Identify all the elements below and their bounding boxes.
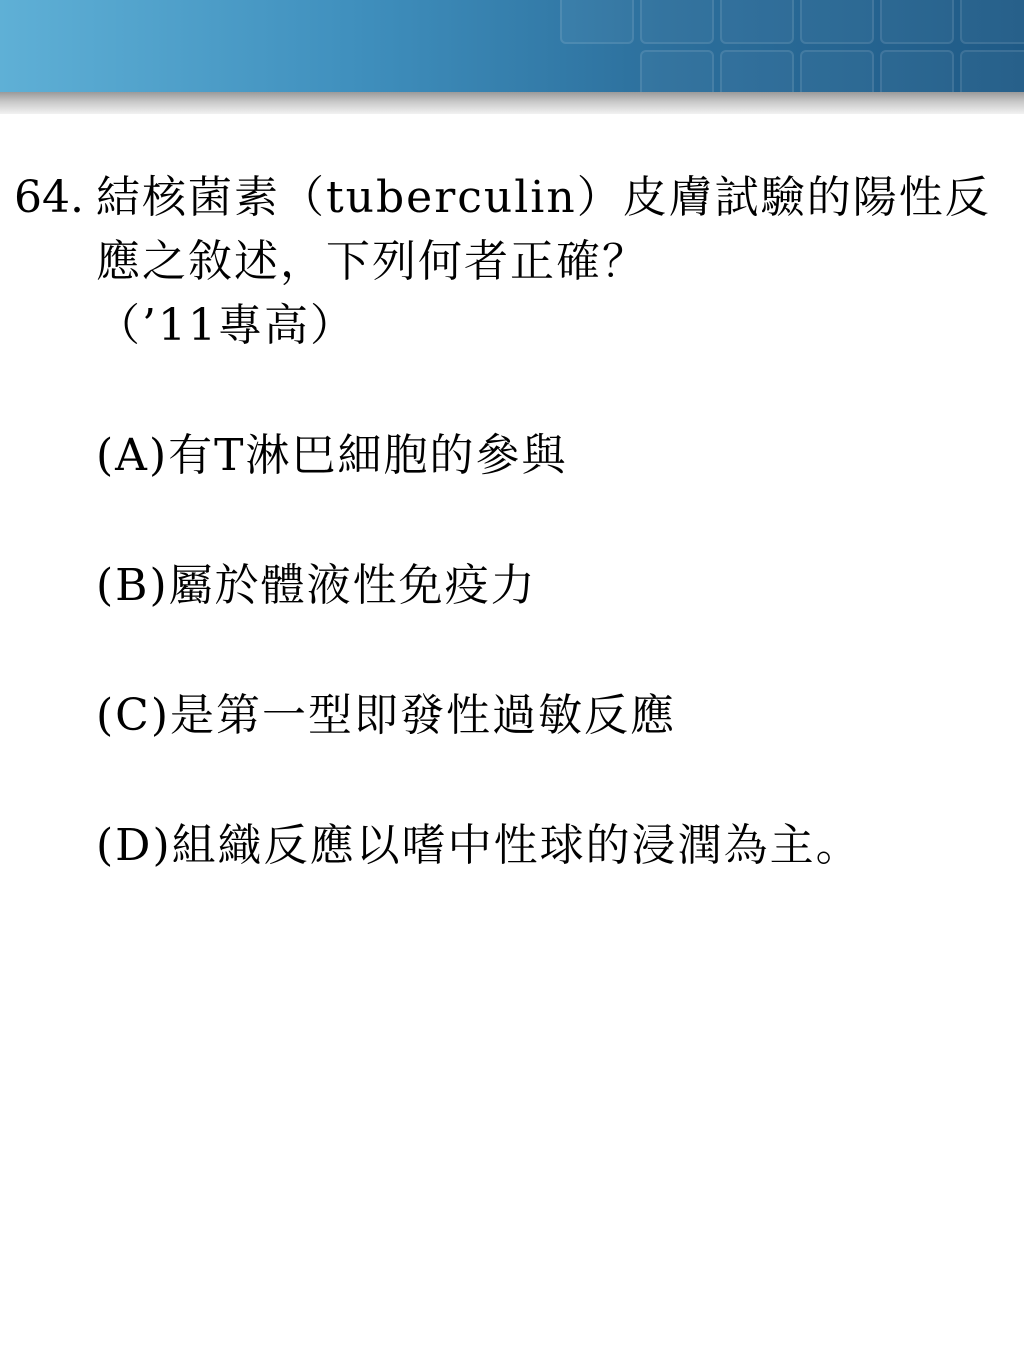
header-shadow xyxy=(0,92,1024,114)
question xyxy=(14,166,1004,358)
question-source: （’11專高） xyxy=(96,300,356,351)
header-banner xyxy=(0,0,1024,92)
option-b: (B)屬於體液性免疫力 xyxy=(96,560,537,611)
header-tile-decoration xyxy=(720,50,794,92)
header-tile-decoration xyxy=(880,50,954,92)
question-body xyxy=(96,166,1004,358)
header-tile-decoration xyxy=(640,0,714,44)
header-tile-decoration xyxy=(960,0,1024,44)
header-tile-decoration xyxy=(960,50,1024,92)
option-c: (C)是第一型即發性過敏反應 xyxy=(96,690,676,741)
question-text: 結核菌素（tuberculin）皮膚試驗的陽性反應之敘述，下列何者正確？ xyxy=(96,172,991,287)
option-d: (D)組織反應以嗜中性球的浸潤為主。 xyxy=(96,820,862,871)
header-tile-decoration xyxy=(560,0,634,44)
answer-options xyxy=(96,424,1004,878)
option-a: (A)有T淋巴細胞的參與 xyxy=(96,430,568,481)
header-tile-decoration xyxy=(720,0,794,44)
header-tile-decoration xyxy=(640,50,714,92)
header-tile-decoration xyxy=(800,50,874,92)
question-block xyxy=(14,166,1004,944)
question-number: 64. xyxy=(14,172,84,223)
header-tile-decoration xyxy=(800,0,874,44)
header-tile-decoration xyxy=(880,0,954,44)
